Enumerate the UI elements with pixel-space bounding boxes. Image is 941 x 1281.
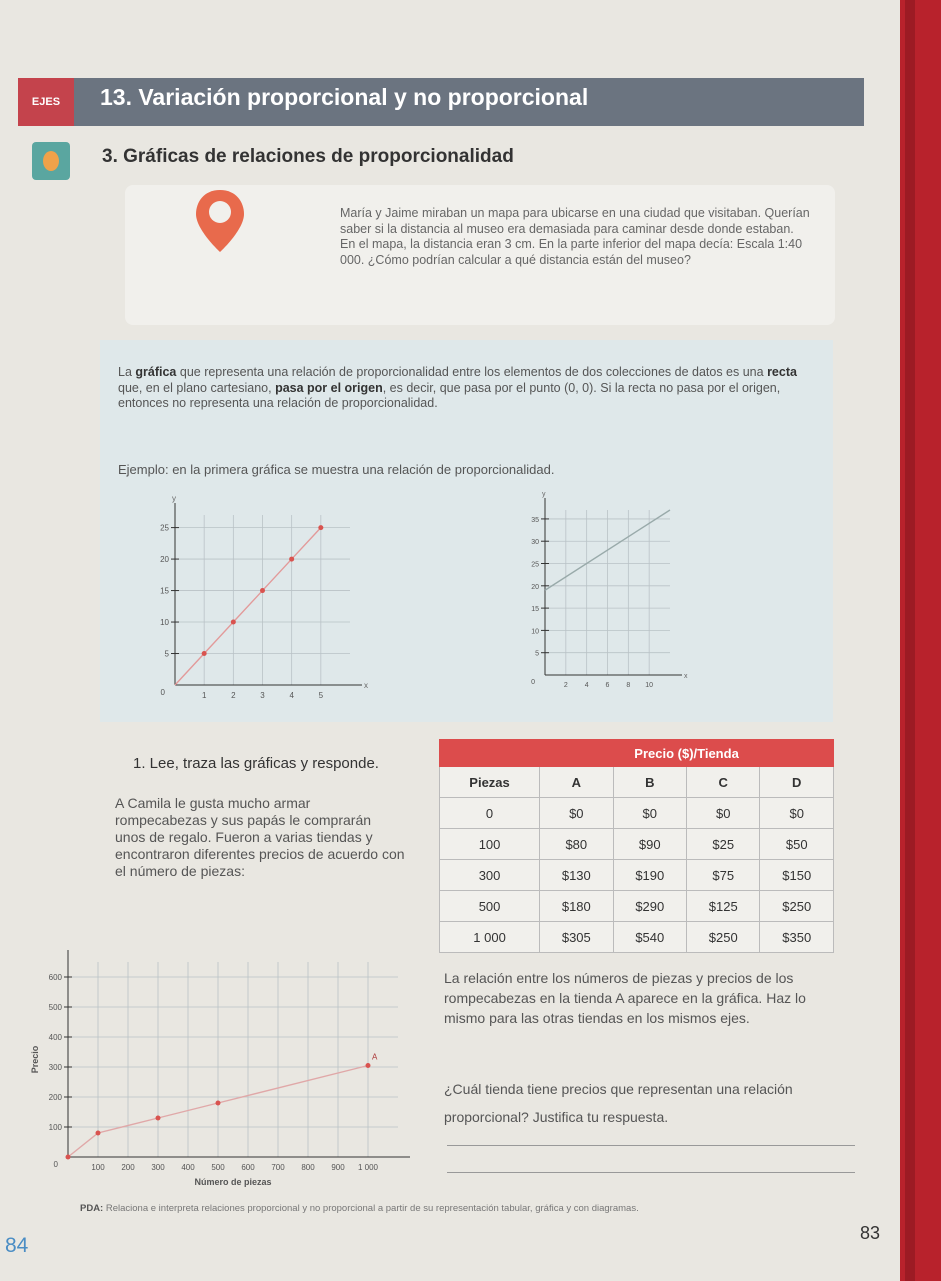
question-text: ¿Cuál tienda tiene precios que representan una relación proporcional? Justifica tu respuesta. — [444, 1081, 793, 1125]
table-cell: 300 — [440, 860, 540, 891]
example-text: Ejemplo: en la primera gráfica se muestra una relación de proporcionalidad. — [118, 462, 555, 477]
price-table — [439, 739, 834, 953]
answer-line[interactable] — [447, 1172, 855, 1173]
series-line — [175, 528, 321, 685]
table-cell: $90 — [613, 829, 686, 860]
definition-text: La gráfica que representa una relación de proporcionalidad entre los elementos de dos colecciones de datos es una recta que, en el plano cartesiano, pasa por el origen, es decir, que pasa por el punto (0, 0). Si la recta no pasa por el origen, entonces no representa una relación de proporcionalidad. — [118, 365, 797, 410]
x-tick-label: 8 — [626, 682, 631, 689]
table-cell: $0 — [687, 798, 760, 829]
table-row — [440, 922, 834, 953]
data-point — [231, 620, 236, 625]
column-header: C — [687, 767, 760, 798]
x-tick-label: 600 — [241, 1163, 255, 1172]
table-cell: $540 — [613, 922, 686, 953]
data-point — [66, 1155, 71, 1160]
table-cell: $305 — [540, 922, 613, 953]
answer-line[interactable] — [447, 1145, 855, 1146]
table-cell: $150 — [760, 860, 834, 891]
table-cell: $290 — [613, 891, 686, 922]
data-point — [156, 1116, 161, 1121]
origin-label: 0 — [160, 688, 165, 697]
x-tick-label: 100 — [91, 1163, 105, 1172]
y-tick-label: 600 — [48, 973, 62, 982]
map-pin-icon — [190, 186, 250, 256]
y-tick-label: 5 — [535, 650, 539, 658]
y-tick-label: 15 — [531, 606, 539, 614]
table-row — [440, 891, 834, 922]
origin-label: 0 — [53, 1160, 58, 1169]
table-row — [440, 860, 834, 891]
y-tick-label: 500 — [48, 1003, 62, 1012]
origin-label: 0 — [531, 679, 535, 686]
y-tick-label: 400 — [48, 1033, 62, 1042]
column-header: Piezas — [440, 767, 540, 798]
data-point — [318, 525, 323, 530]
x-tick-label: 400 — [181, 1163, 195, 1172]
section-subtitle: 3. Gráficas de relaciones de proporcionalidad — [102, 146, 514, 167]
table-cell: $125 — [687, 891, 760, 922]
y-tick-label: 30 — [531, 539, 539, 547]
y-tick-label: 10 — [531, 628, 539, 636]
data-point — [216, 1101, 221, 1106]
column-header: B — [613, 767, 686, 798]
x-tick-label: 6 — [605, 682, 610, 689]
x-tick-label: 10 — [645, 682, 654, 689]
x-tick-label: 1 000 — [357, 1163, 379, 1172]
table-cell: $50 — [760, 829, 834, 860]
table-row — [440, 829, 834, 860]
table-cell: $180 — [540, 891, 613, 922]
lightbulb-icon — [32, 142, 70, 180]
x-tick-label: 200 — [121, 1163, 135, 1172]
y-tick-label: 25 — [531, 561, 539, 569]
table-cell: $350 — [760, 922, 834, 953]
y-tick-label: 200 — [48, 1093, 62, 1102]
exercise-text: A Camila le gusta mucho armar rompecabezas y sus papás le comprarán unos de regalo. Fueron a varias tiendas y encontraron diferentes precios de acuerdo con el número de piezas: — [115, 795, 405, 879]
data-point — [260, 588, 265, 593]
x-axis-label: x — [684, 673, 688, 680]
y-tick-label: 100 — [48, 1123, 62, 1132]
y-tick-label: 25 — [160, 523, 169, 533]
x-tick-label: 500 — [211, 1163, 225, 1172]
y-tick-label: 5 — [164, 649, 169, 659]
y-tick-label: 15 — [160, 586, 169, 596]
data-point — [366, 1063, 371, 1068]
y-tick-label: 300 — [48, 1063, 62, 1072]
x-axis-label: Número de piezas — [194, 1177, 272, 1187]
table-title: Precio ($)/Tienda — [540, 740, 834, 767]
y-tick-label: 20 — [531, 583, 539, 591]
lesson-title: 13. Variación proporcional y no proporcional — [100, 84, 589, 110]
table-cell: $250 — [687, 922, 760, 953]
exercise-heading: 1. Lee, traza las gráficas y responde. — [133, 755, 379, 772]
page-number-left: 84 — [5, 1234, 29, 1257]
table-cell: $0 — [540, 798, 613, 829]
x-axis-label: x — [364, 681, 368, 690]
y-tick-label: 20 — [160, 555, 169, 565]
table-cell: $25 — [687, 829, 760, 860]
table-cell: 1 000 — [440, 922, 540, 953]
table-cell: 0 — [440, 798, 540, 829]
x-tick-label: 2 — [231, 691, 236, 700]
x-tick-label: 800 — [301, 1163, 315, 1172]
column-header: A — [540, 767, 613, 798]
book-edge-shadow — [905, 0, 915, 1281]
y-axis-label: y — [172, 494, 176, 503]
x-tick-label: 4 — [584, 682, 589, 689]
table-row — [440, 798, 834, 829]
table-cell: $80 — [540, 829, 613, 860]
series-label: A — [372, 1052, 378, 1062]
x-tick-label: 3 — [260, 691, 265, 700]
relation-text: La relación entre los números de piezas y precios de los rompecabezas en la tienda A aparece en la gráfica. Haz lo mismo para las otras tiendas en los mismos ejes. — [444, 970, 806, 1026]
page-number-right: 83 — [860, 1223, 881, 1243]
table-cell: $130 — [540, 860, 613, 891]
x-tick-label: 900 — [331, 1163, 345, 1172]
table-cell: $0 — [613, 798, 686, 829]
table-cell: 100 — [440, 829, 540, 860]
x-tick-label: 300 — [151, 1163, 165, 1172]
table-cell: $250 — [760, 891, 834, 922]
x-tick-label: 5 — [318, 691, 324, 700]
proportional-chart — [135, 495, 385, 710]
x-tick-label: 700 — [271, 1163, 285, 1172]
y-axis-label: y — [542, 491, 546, 498]
table-cell: $0 — [760, 798, 834, 829]
price-chart[interactable] — [28, 940, 428, 1190]
story-text: María y Jaime miraban un mapa para ubicarse en una ciudad que visitaban. Querían saber si la distancia al museo era demasiada para caminar desde donde estaban. En el mapa, la distancia eran 3 cm. En la parte inferior del mapa decía: Escala 1:40 000. ¿Cómo podrían calcular a qué distancia están del museo? — [340, 206, 810, 267]
table-cell: $75 — [687, 860, 760, 891]
pda-footer: PDA: Relaciona e interpreta relaciones proporcional y no proporcional a partir de su representación tabular, gráfica y con diagramas. — [80, 1203, 639, 1214]
x-tick-label: 2 — [563, 682, 568, 689]
x-tick-label: 1 — [201, 691, 207, 700]
data-point — [96, 1131, 101, 1136]
data-point — [289, 557, 294, 562]
y-tick-label: 10 — [160, 618, 169, 628]
table-cell: $190 — [613, 860, 686, 891]
ejes-badge: EJES — [18, 78, 74, 126]
y-axis-label: Precio — [30, 1045, 40, 1074]
y-tick-label: 35 — [531, 516, 539, 524]
non-proportional-chart — [505, 491, 705, 695]
table-cell: 500 — [440, 891, 540, 922]
data-point — [202, 651, 207, 656]
x-tick-label: 4 — [289, 691, 294, 700]
column-header: D — [760, 767, 834, 798]
